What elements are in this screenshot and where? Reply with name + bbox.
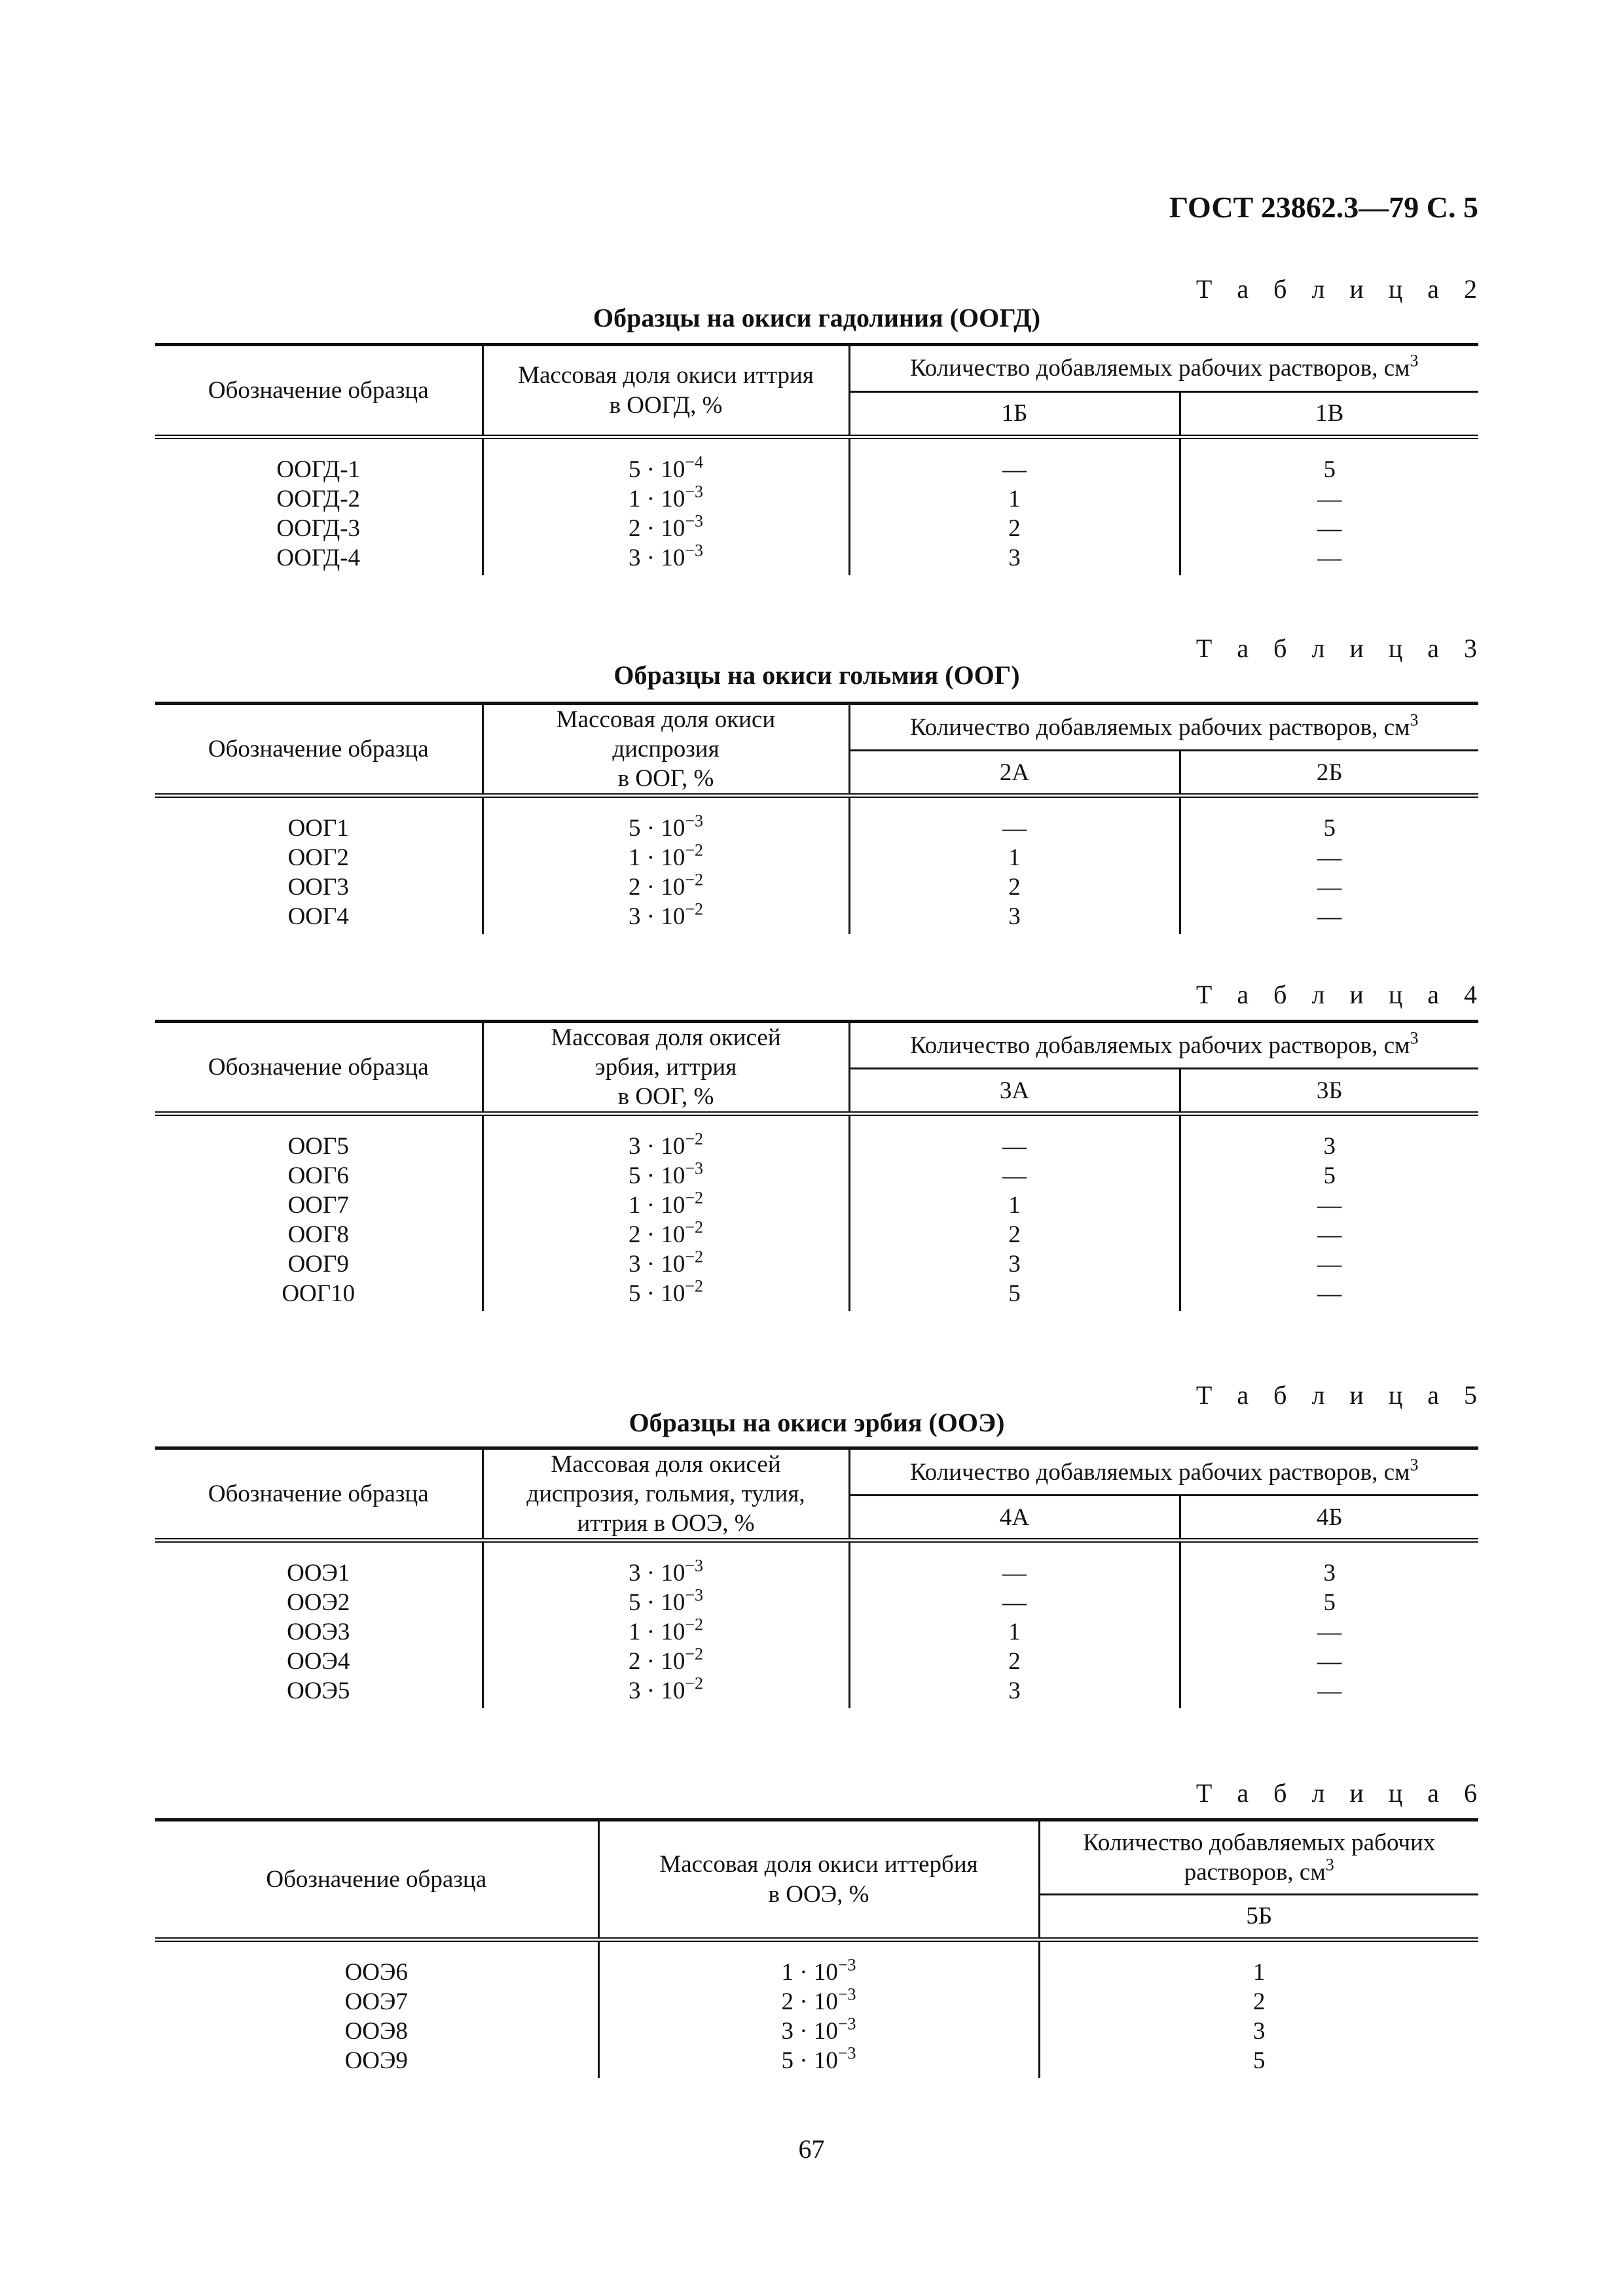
multiply-dot: · 10 — [640, 1560, 685, 1587]
exponent: −2 — [685, 1218, 703, 1238]
volume-value: — — [1317, 874, 1342, 901]
header-line: в ООГ, % — [617, 765, 714, 793]
solution-b-column — [1180, 455, 1478, 575]
exponent: −3 — [837, 2014, 856, 2034]
separator-cell — [849, 796, 1180, 814]
multiply-dot: · 10 — [640, 815, 685, 842]
header-line: эрбия, иттрия — [594, 1054, 737, 1081]
volume-value: 3 — [1008, 1677, 1021, 1705]
multiply-dot: · 10 — [793, 1959, 838, 1986]
volume-value: 1 — [1008, 486, 1021, 512]
volume-value: 5 — [1253, 2047, 1266, 2074]
mass-fraction-value — [484, 452, 848, 484]
header-line — [1040, 1828, 1479, 1857]
mass-fraction-column — [483, 1558, 849, 1708]
volume-value: 1 — [1253, 1959, 1266, 1986]
unit-exponent: 3 — [1410, 710, 1419, 730]
multiply-dot: · 10 — [640, 1221, 685, 1249]
volume-value: 1 — [1008, 1192, 1021, 1219]
separator-cell — [483, 1114, 849, 1132]
header-line-text: Количество добавляемых рабочих растворов, см — [909, 1031, 1410, 1059]
col-header-sample: Обозначение образца — [155, 1022, 483, 1114]
header-separator — [155, 796, 1478, 814]
mass-fraction-value — [484, 1676, 848, 1706]
separator-cell — [483, 437, 849, 456]
page-header: ГОСТ 23862.3—79 С. 5 — [1169, 190, 1478, 224]
coefficient: 5 — [781, 2047, 793, 2074]
col-header-volume — [849, 1022, 1478, 1069]
solution-b-column — [1180, 814, 1478, 934]
coefficient: 2 — [629, 874, 641, 901]
unit-exponent: 3 — [1410, 1455, 1419, 1475]
sample-id: ООГ2 — [287, 844, 349, 872]
mass-fraction-value — [484, 1279, 848, 1308]
sample-column — [155, 1132, 483, 1311]
sample-id: ООЭ1 — [287, 1560, 350, 1587]
mass-fraction-column — [598, 1955, 1039, 2078]
exponent: −4 — [685, 452, 703, 472]
col-header-sample: Обозначение образца — [155, 1448, 483, 1541]
exponent: −3 — [685, 511, 703, 531]
exponent: −3 — [685, 812, 703, 831]
separator-cell — [1180, 437, 1478, 456]
sample-id: ООЭ7 — [344, 1988, 408, 2015]
exponent: −3 — [685, 1556, 703, 1576]
exponent: −2 — [685, 1247, 703, 1267]
table-title: Образцы на окиси гольмия (ООГ) — [613, 660, 1020, 690]
separator-cell — [155, 1114, 483, 1132]
header-line: в ООГ, % — [617, 1083, 714, 1111]
volume-value: — — [1317, 1677, 1342, 1705]
mass-fraction-value — [484, 484, 848, 514]
volume-value: 5 — [1323, 1589, 1336, 1617]
sample-column — [155, 1558, 483, 1708]
multiply-dot: · 10 — [640, 903, 685, 931]
exponent: −3 — [837, 1955, 856, 1975]
header-line-text: Количество добавляемых рабочих растворов, см — [909, 1458, 1410, 1486]
separator-cell — [1180, 1541, 1478, 1559]
solution-a-column — [1039, 1958, 1478, 2078]
volume-value: 2 — [1253, 1988, 1266, 2015]
header-line: Массовая доля окисей — [551, 1451, 781, 1478]
mass-fraction-value — [484, 1249, 848, 1279]
volume-value: 3 — [1323, 1133, 1336, 1160]
header-line — [850, 1028, 1479, 1060]
separator-cell — [483, 796, 849, 814]
volume-value: — — [1317, 844, 1342, 872]
coefficient: 3 — [629, 1560, 641, 1587]
mass-fraction-value — [484, 1220, 848, 1249]
table-title: Образцы на окиси эрбия (ООЭ) — [629, 1408, 1005, 1437]
coefficient: 3 — [629, 545, 641, 571]
volume-value: — — [1317, 515, 1342, 542]
multiply-dot: · 10 — [640, 1589, 685, 1617]
table-body — [155, 814, 1478, 934]
solution-a-column — [849, 455, 1180, 575]
coefficient: 2 — [629, 1648, 641, 1676]
sample-id: ООГ4 — [287, 903, 349, 931]
sample-id: ООЭ5 — [287, 1677, 350, 1705]
separator-cell — [1180, 1114, 1478, 1132]
table-label: Т а б л и ц а 4 — [1195, 980, 1486, 1009]
unit-exponent: 3 — [1325, 1855, 1334, 1874]
multiply-dot: · 10 — [640, 1648, 685, 1676]
volume-value: 2 — [1008, 515, 1021, 542]
exponent: −2 — [685, 841, 703, 861]
subheader-solution: 3Б — [1180, 1069, 1478, 1114]
volume-value: 3 — [1008, 903, 1021, 931]
mass-fraction-value — [484, 511, 848, 543]
sample-id: ООГ5 — [287, 1133, 349, 1160]
sample-id: ООГ7 — [287, 1192, 349, 1219]
sample-id: ООГ6 — [287, 1162, 349, 1190]
col-header-volume — [849, 704, 1478, 751]
col-header-mass-fraction — [483, 704, 849, 796]
exponent: −2 — [685, 1645, 703, 1664]
multiply-dot: · 10 — [640, 1192, 685, 1219]
volume-value: — — [1002, 1162, 1027, 1190]
exponent: −2 — [685, 900, 703, 920]
sample-id: ООЭ3 — [287, 1619, 350, 1646]
separator-cell — [155, 796, 483, 814]
unit-exponent: 3 — [1410, 1028, 1419, 1048]
exponent: −3 — [837, 2043, 856, 2063]
separator-cell — [155, 1541, 483, 1559]
mass-fraction-value — [484, 843, 848, 872]
sample-id: ООГ3 — [287, 874, 349, 901]
mass-fraction-value — [484, 902, 848, 931]
volume-value: 3 — [1323, 1560, 1336, 1587]
exponent: −3 — [685, 482, 703, 501]
mass-fraction-value — [484, 1588, 848, 1617]
mass-fraction-value — [484, 814, 848, 843]
sample-id: ООЭ9 — [344, 2047, 408, 2074]
header-line: иттрия в ООЭ, % — [577, 1510, 755, 1537]
exponent: −3 — [685, 541, 703, 560]
exponent: −3 — [837, 1984, 856, 2004]
coefficient: 3 — [629, 1251, 641, 1278]
volume-value: — — [1317, 1251, 1342, 1278]
header-line: в ООЭ, % — [768, 1880, 869, 1908]
separator-cell — [598, 1940, 1039, 1958]
table-label: Т а б л и ц а 2 — [1195, 274, 1486, 304]
mass-fraction-column — [483, 452, 849, 575]
table-label: Т а б л и ц а 6 — [1195, 1778, 1486, 1808]
header-line — [850, 710, 1479, 742]
coefficient: 3 — [781, 2018, 793, 2045]
col-header-mass-fraction — [483, 345, 849, 437]
subheader-solution: 1Б — [849, 392, 1180, 437]
multiply-dot: · 10 — [640, 456, 685, 483]
col-header-volume — [1039, 1820, 1478, 1895]
sample-id: ООЭ4 — [287, 1648, 350, 1676]
coefficient: 1 — [629, 486, 641, 512]
coefficient: 5 — [629, 815, 641, 842]
header-line — [1040, 1857, 1479, 1887]
multiply-dot: · 10 — [640, 1133, 685, 1160]
sample-id: ООГ9 — [287, 1251, 349, 1278]
volume-value: — — [1317, 1221, 1342, 1249]
volume-value: 2 — [1008, 874, 1021, 901]
exponent: −2 — [685, 1615, 703, 1635]
exponent: −2 — [685, 1189, 703, 1208]
volume-value: — — [1317, 1280, 1342, 1308]
data-table — [155, 1446, 1478, 1708]
mass-fraction-value — [484, 872, 848, 902]
coefficient: 3 — [629, 1677, 641, 1705]
header-line: Массовая доля окиси иттербия — [659, 1851, 978, 1878]
table-body — [155, 455, 1478, 575]
data-table — [155, 343, 1478, 575]
exponent: −2 — [685, 870, 703, 890]
col-header-sample: Обозначение образца — [155, 345, 483, 437]
header-line: Массовая доля окиси иттрия — [518, 362, 814, 389]
mass-fraction-value — [484, 1161, 848, 1191]
mass-fraction-value — [484, 1191, 848, 1220]
data-table — [155, 702, 1478, 934]
mass-fraction-value — [484, 543, 848, 573]
mass-fraction-value — [484, 1647, 848, 1676]
subheader-solution: 4А — [849, 1496, 1180, 1541]
subheader-solution: 1В — [1180, 392, 1478, 437]
header-line — [850, 1455, 1479, 1487]
subheader-solution: 2Б — [1180, 751, 1478, 796]
sample-column — [155, 455, 483, 575]
coefficient: 5 — [629, 1280, 641, 1308]
volume-value: 1 — [1008, 1619, 1021, 1646]
volume-value: — — [1317, 1619, 1342, 1646]
coefficient: 5 — [629, 456, 641, 483]
mass-fraction-value — [484, 1558, 848, 1588]
separator-cell — [849, 1541, 1180, 1559]
data-table — [155, 1818, 1478, 2078]
subheader-solution: 3А — [849, 1069, 1180, 1114]
separator-cell — [849, 437, 1180, 456]
exponent: −2 — [685, 1674, 703, 1694]
mass-fraction-value — [600, 1984, 1038, 2017]
coefficient: 2 — [781, 1988, 793, 2015]
sample-id: ООЭ8 — [344, 2018, 408, 2045]
multiply-dot: · 10 — [640, 545, 685, 571]
mass-fraction-value — [600, 2043, 1038, 2075]
header-line-text: растворов, см — [1184, 1859, 1326, 1886]
coefficient: 5 — [629, 1589, 641, 1617]
volume-value: — — [1317, 1648, 1342, 1676]
sample-column — [155, 1958, 598, 2078]
col-header-volume — [849, 345, 1478, 392]
solution-b-column — [1180, 1558, 1478, 1708]
header-row — [155, 704, 1478, 751]
exponent: −3 — [685, 1586, 703, 1605]
table-label: Т а б л и ц а 3 — [1195, 634, 1486, 663]
separator-cell — [849, 1114, 1180, 1132]
table-body — [155, 1132, 1478, 1311]
subheader-solution: 5Б — [1039, 1895, 1478, 1940]
volume-value: — — [1002, 1560, 1027, 1587]
exponent: −2 — [685, 1130, 703, 1149]
header-row — [155, 1820, 1478, 1895]
mass-fraction-value — [600, 1955, 1038, 1987]
coefficient: 5 — [629, 1162, 641, 1190]
multiply-dot: · 10 — [640, 1619, 685, 1646]
header-separator — [155, 437, 1478, 456]
header-separator — [155, 1114, 1478, 1132]
coefficient: 1 — [629, 1619, 641, 1646]
solution-a-column — [849, 1558, 1180, 1708]
multiply-dot: · 10 — [640, 1677, 685, 1705]
col-header-sample: Обозначение образца — [155, 704, 483, 796]
mass-fraction-value — [484, 1132, 848, 1161]
volume-value: 3 — [1008, 1251, 1021, 1278]
coefficient: 2 — [629, 1221, 641, 1249]
volume-value: — — [1317, 903, 1342, 931]
multiply-dot: · 10 — [793, 2047, 838, 2074]
coefficient: 3 — [629, 1133, 641, 1160]
header-separator — [155, 1940, 1478, 1958]
separator-cell — [155, 1940, 598, 1958]
volume-value: 5 — [1323, 456, 1336, 483]
separator-cell — [483, 1541, 849, 1559]
data-table — [155, 1020, 1478, 1311]
sample-id: ООЭ6 — [344, 1959, 408, 1986]
exponent: −3 — [685, 1159, 703, 1179]
exponent: −2 — [685, 1277, 703, 1297]
separator-cell — [1039, 1940, 1478, 1958]
col-header-mass-fraction — [483, 1448, 849, 1541]
header-row — [155, 1448, 1478, 1496]
header-line: диспрозия — [612, 736, 720, 763]
col-header-mass-fraction — [483, 1022, 849, 1114]
mass-fraction-column — [483, 814, 849, 934]
volume-value: 3 — [1008, 545, 1021, 571]
volume-value: — — [1317, 545, 1342, 571]
col-header-volume — [849, 1448, 1478, 1496]
table-body — [155, 1558, 1478, 1708]
table-body — [155, 1958, 1478, 2078]
mass-fraction-column — [483, 1132, 849, 1311]
volume-value: — — [1002, 1589, 1027, 1617]
volume-value: 5 — [1323, 815, 1336, 842]
coefficient: 2 — [629, 515, 641, 542]
volume-value: — — [1002, 815, 1027, 842]
volume-value: — — [1317, 1192, 1342, 1219]
header-line-text: Количество добавляемых рабочих растворов, см — [909, 713, 1410, 741]
multiply-dot: · 10 — [793, 1988, 838, 2015]
multiply-dot: · 10 — [640, 515, 685, 542]
header-line-text: Количество добавляемых рабочих — [1083, 1829, 1436, 1856]
sample-id: ООГ1 — [287, 815, 349, 842]
volume-value: 2 — [1008, 1221, 1021, 1249]
volume-value: 5 — [1323, 1162, 1336, 1190]
header-line-text: Количество добавляемых рабочих растворов, см — [909, 355, 1410, 382]
sample-id: ООГ8 — [287, 1221, 349, 1249]
separator-cell — [155, 437, 483, 456]
header-line: Массовая доля окисей — [551, 1024, 781, 1051]
sample-id: ООГД-4 — [276, 545, 361, 571]
col-header-sample: Обозначение образца — [155, 1820, 598, 1940]
header-line: Массовая доля окиси — [556, 706, 776, 733]
subheader-solution: 4Б — [1180, 1496, 1478, 1541]
sample-id: ООГД-3 — [276, 515, 361, 542]
coefficient: 3 — [629, 903, 641, 931]
multiply-dot: · 10 — [640, 874, 685, 901]
solution-a-column — [849, 1132, 1180, 1311]
volume-value: 2 — [1008, 1648, 1021, 1676]
sample-column — [155, 814, 483, 934]
solution-a-column — [849, 814, 1180, 934]
volume-value: 3 — [1253, 2018, 1266, 2045]
multiply-dot: · 10 — [640, 1280, 685, 1308]
page-number: 67 — [798, 2134, 825, 2164]
sample-id: ООЭ2 — [287, 1589, 350, 1617]
table-title: Образцы на окиси гадолиния (ООГД) — [593, 303, 1041, 332]
volume-value: 1 — [1008, 844, 1021, 872]
volume-value: — — [1317, 486, 1342, 512]
volume-value: — — [1002, 456, 1027, 483]
sample-id: ООГД-1 — [276, 456, 361, 483]
multiply-dot: · 10 — [640, 1251, 685, 1278]
header-row — [155, 345, 1478, 392]
mass-fraction-value — [484, 1617, 848, 1647]
subheader-solution: 2А — [849, 751, 1180, 796]
sample-id: ООГД-2 — [276, 486, 361, 512]
multiply-dot: · 10 — [793, 2018, 838, 2045]
header-line: в ООГД, % — [609, 391, 723, 419]
unit-exponent: 3 — [1410, 351, 1419, 371]
multiply-dot: · 10 — [640, 844, 685, 872]
coefficient: 1 — [629, 1192, 641, 1219]
multiply-dot: · 10 — [640, 486, 685, 512]
mass-fraction-value — [600, 2014, 1038, 2046]
volume-value: 5 — [1008, 1280, 1021, 1308]
coefficient: 1 — [629, 844, 641, 872]
volume-value: — — [1002, 1133, 1027, 1160]
table-label: Т а б л и ц а 5 — [1195, 1380, 1486, 1410]
separator-cell — [1180, 796, 1478, 814]
header-row — [155, 1022, 1478, 1069]
header-separator — [155, 1541, 1478, 1559]
solution-b-column — [1180, 1132, 1478, 1311]
header-line — [850, 353, 1479, 383]
coefficient: 1 — [781, 1959, 793, 1986]
header-line: диспрозия, гольмия, тулия, — [526, 1480, 805, 1508]
sample-id: ООГ10 — [282, 1280, 356, 1308]
multiply-dot: · 10 — [640, 1162, 685, 1190]
col-header-mass-fraction — [598, 1820, 1039, 1940]
